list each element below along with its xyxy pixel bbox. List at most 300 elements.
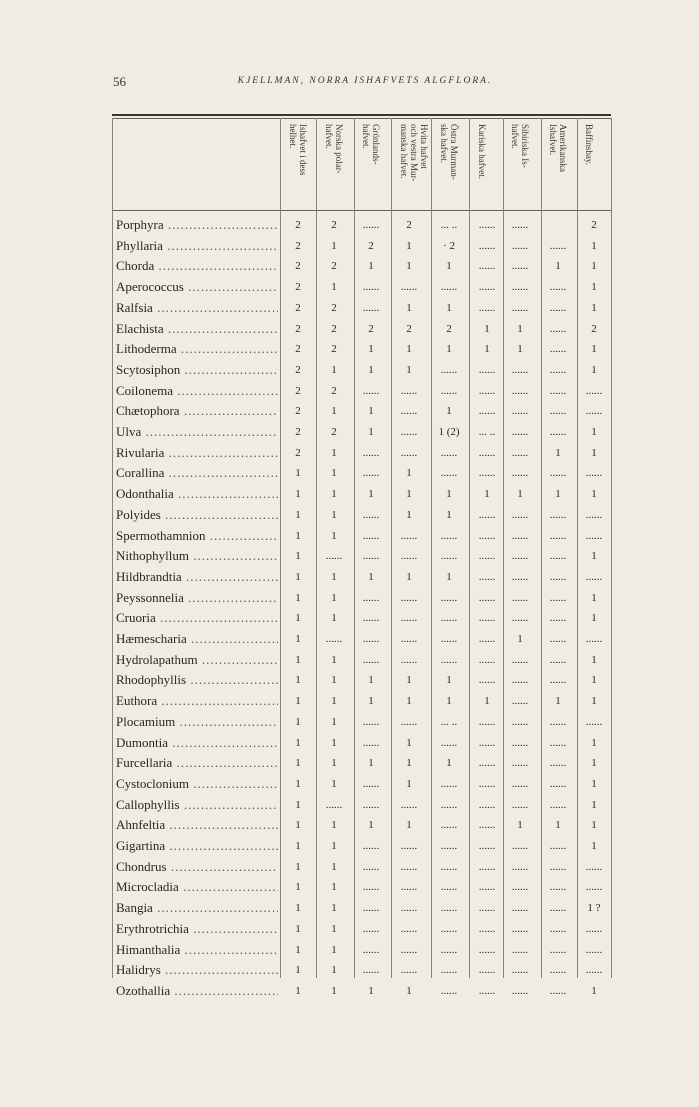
occurrence-value: 1 [295,529,301,542]
occurrence-value: 1 [517,322,523,335]
occurrence-value: 1 [406,260,412,273]
occurrence-value: ...... [549,860,567,873]
occurrence-value: 1 [331,446,337,459]
genus-name: Scytosiphon ..... [116,360,278,380]
table-row [0,215,699,235]
occurrence-value: 1 [368,488,374,501]
occurrence-value: 1 ? [587,902,601,915]
occurrence-value: ...... [585,860,603,873]
occurrence-value: ...... [585,881,603,894]
occurrence-value: 1 [591,819,597,832]
occurrence-value: ...... [362,301,380,314]
occurrence-value: 1 [406,674,412,687]
occurrence-value: ...... [400,384,418,397]
occurrence-value: ...... [511,798,529,811]
occurrence-value: ... .. [478,426,496,438]
genus-name: Chorda ..... [116,256,278,276]
table-row [0,815,699,835]
genus-name: Lithoderma ..... [116,339,278,359]
genus-name: Elachista ..... [116,319,278,339]
occurrence-value: 1 [368,757,374,770]
occurrence-value: ...... [362,446,380,459]
occurrence-value: 1 [517,343,523,356]
occurrence-value: ...... [478,653,496,666]
occurrence-value: ...... [440,798,458,811]
occurrence-value: ...... [478,508,496,521]
occurrence-value: ...... [511,922,529,935]
occurrence-value: 1 [295,922,301,935]
occurrence-value: 1 [331,943,337,956]
table-row [0,484,699,504]
occurrence-value: ...... [440,984,458,997]
occurrence-value: 2 [368,322,374,335]
occurrence-value: 1 [591,343,597,356]
occurrence-value: 2 [406,322,412,335]
occurrence-value: ...... [478,281,496,294]
occurrence-value: 1 [591,260,597,273]
table-row [0,836,699,856]
occurrence-value: ...... [478,260,496,273]
occurrence-value: ...... [511,840,529,852]
table-header-rule [112,210,611,211]
occurrence-value: 1 [331,612,337,625]
occurrence-value: ...... [400,653,418,666]
table-row [0,774,699,794]
occurrence-value: ...... [511,239,529,252]
genus-name: Furcellaria ..... [116,753,278,773]
genus-name: Nithophyllum ..... [116,546,278,566]
occurrence-value: ...... [585,405,603,418]
occurrence-value: 2 [295,363,301,376]
occurrence-value: 1 [446,674,452,687]
occurrence-value: 2 [295,426,301,438]
occurrence-value: 1 [406,570,412,583]
occurrence-value: 2 [295,281,301,294]
table-row [0,463,699,483]
occurrence-value: 1 [331,715,337,728]
occurrence-value: ...... [478,881,496,894]
occurrence-value: 1 [555,446,561,459]
occurrence-value: 1 [555,819,561,832]
occurrence-value: 1 [368,819,374,832]
occurrence-value: 1 [517,633,523,645]
occurrence-value: ...... [511,570,529,583]
occurrence-value: ...... [549,777,567,790]
occurrence-value: ...... [440,653,458,666]
occurrence-value: 1 [295,653,301,666]
genus-name: Gigartina ..... [116,836,278,856]
genus-name: Cruoria ..... [116,608,278,628]
occurrence-value: 1 [368,984,374,997]
occurrence-value: 1 [331,964,337,977]
occurrence-value: 1 [331,777,337,790]
occurrence-value: 1 [331,508,337,521]
table-row [0,670,699,690]
occurrence-value: 1 [406,343,412,356]
table-row [0,919,699,939]
occurrence-value: 1 [406,736,412,749]
table-row [0,753,699,773]
occurrence-value: ...... [400,798,418,811]
occurrence-value: 1 [331,570,337,583]
column-header: Grönlands- hafvet. [361,124,381,165]
occurrence-value: 1 [591,840,597,852]
column-header: Sibiriska Is- hafvet. [510,124,530,168]
occurrence-value: ...... [478,674,496,687]
occurrence-value: 1 [368,426,374,438]
occurrence-value: ...... [325,798,343,811]
column-header: Hvita hafvet och vestra Mur- manska hafvet. [399,124,429,182]
occurrence-value: 2 [591,219,597,231]
genus-name: Rhodophyllis ..... [116,670,278,690]
occurrence-value: ...... [549,281,567,294]
occurrence-value: 1 [295,633,301,645]
genus-name: Corallina ..... [116,463,278,483]
occurrence-value: 1 [591,674,597,687]
occurrence-value: ...... [400,860,418,873]
occurrence-value: ...... [440,384,458,397]
occurrence-value: 1 [295,715,301,728]
table-row [0,319,699,339]
occurrence-value: ...... [585,633,603,645]
occurrence-value: 2 [295,239,301,252]
occurrence-value: 2 [331,343,337,356]
occurrence-value: ...... [400,405,418,418]
occurrence-value: 1 [484,322,490,335]
occurrence-value: 1 [368,674,374,687]
occurrence-value: ...... [511,219,529,231]
occurrence-value: ...... [440,819,458,832]
occurrence-value: ...... [511,964,529,977]
occurrence-value: 1 [295,964,301,977]
occurrence-value: 1 [591,777,597,790]
occurrence-value: 2 [368,239,374,252]
genus-name: Rivularia ..... [116,443,278,463]
occurrence-value: ...... [478,591,496,604]
genus-name: Aperococcus ..... [116,277,278,297]
occurrence-value: 2 [295,260,301,273]
occurrence-value: ...... [362,902,380,915]
occurrence-value: ...... [549,508,567,521]
table-row [0,236,699,256]
occurrence-value: ...... [549,798,567,811]
occurrence-value: ...... [478,239,496,252]
occurrence-value: ...... [478,301,496,314]
occurrence-value: 2 [446,322,452,335]
occurrence-value: 2 [591,322,597,335]
occurrence-value: ...... [440,881,458,894]
occurrence-value: ...... [478,715,496,728]
occurrence-value: ...... [511,695,529,708]
occurrence-value: ...... [362,612,380,625]
occurrence-value: ...... [478,984,496,997]
occurrence-value: 2 [331,322,337,335]
occurrence-value: ...... [511,736,529,749]
occurrence-value: ...... [362,384,380,397]
occurrence-value: 1 [446,488,452,501]
occurrence-value: 1 [331,529,337,542]
occurrence-value: ...... [511,984,529,997]
occurrence-value: 1 [591,446,597,459]
occurrence-value: 1 [517,819,523,832]
occurrence-value: ... .. [440,715,458,728]
occurrence-value: 1 [295,757,301,770]
occurrence-value: 1 [591,426,597,438]
occurrence-value: 1 [368,260,374,273]
occurrence-value: ...... [549,736,567,749]
occurrence-value: 1 [295,798,301,811]
column-header: Amerikanska Ishafvet. [548,124,568,172]
occurrence-value: ...... [549,943,567,956]
occurrence-value: ...... [400,964,418,977]
occurrence-value: ...... [511,550,529,563]
table-top-rule-thin [112,118,611,119]
table-top-rule [112,114,611,116]
occurrence-value: ...... [549,922,567,935]
table-row [0,712,699,732]
table-row [0,526,699,546]
occurrence-value [540,215,576,235]
occurrence-value: 1 [295,467,301,480]
occurrence-value: ...... [511,384,529,397]
occurrence-value: ...... [549,301,567,314]
table-row [0,691,699,711]
occurrence-value: 2 [295,322,301,335]
table-row [0,857,699,877]
occurrence-value: ...... [440,964,458,977]
occurrence-value: 1 [331,902,337,915]
occurrence-value: ...... [549,840,567,852]
occurrence-value: ...... [478,219,496,231]
occurrence-value: ...... [478,777,496,790]
occurrence-value: ...... [478,550,496,563]
occurrence-value: ...... [400,591,418,604]
table-row [0,401,699,421]
occurrence-value: ...... [440,550,458,563]
occurrence-value: ...... [362,798,380,811]
occurrence-value: ...... [362,922,380,935]
occurrence-value: ...... [362,508,380,521]
occurrence-value: 1 [591,736,597,749]
occurrence-value: ...... [478,860,496,873]
table-row [0,960,699,980]
occurrence-value: ...... [362,219,380,231]
occurrence-value: ...... [440,736,458,749]
genus-name: Microcladia ..... [116,877,278,897]
occurrence-value: ...... [362,964,380,977]
occurrence-value: ...... [400,426,418,438]
occurrence-value: 1 [331,736,337,749]
occurrence-value: ...... [400,881,418,894]
occurrence-value: ...... [362,777,380,790]
occurrence-value: ...... [511,674,529,687]
occurrence-value: ...... [440,467,458,480]
occurrence-value: 1 [331,363,337,376]
genus-name: Chondrus ..... [116,857,278,877]
occurrence-value: ...... [440,446,458,459]
occurrence-value: ...... [585,508,603,521]
occurrence-value: 1 [446,343,452,356]
occurrence-value: ...... [478,922,496,935]
occurrence-value: 1 [331,281,337,294]
genus-name: Euthora ..... [116,691,278,711]
occurrence-value: ...... [440,612,458,625]
occurrence-value: 2 [331,301,337,314]
genus-name: Hydrolapathum ..... [116,650,278,670]
occurrence-value: ...... [478,798,496,811]
occurrence-value: ...... [511,363,529,376]
occurrence-value: ...... [549,322,567,335]
occurrence-value: 1 [368,343,374,356]
page-number: 56 [113,74,126,89]
occurrence-value: 1 [591,757,597,770]
occurrence-value: ...... [478,570,496,583]
occurrence-value: ...... [362,943,380,956]
genus-name: Callophyllis ..... [116,795,278,815]
occurrence-value: ...... [585,715,603,728]
occurrence-value: 1 [446,508,452,521]
occurrence-value: ...... [585,570,603,583]
occurrence-value: 1 [446,757,452,770]
occurrence-value: ...... [549,881,567,894]
occurrence-value: ...... [549,591,567,604]
occurrence-value: 1 [331,860,337,873]
genus-name: Porphyra ..... [116,215,278,235]
table-row [0,339,699,359]
occurrence-value: 2 [295,219,301,231]
occurrence-value: 1 [331,467,337,480]
occurrence-value: ...... [400,633,418,645]
occurrence-value: ...... [478,384,496,397]
occurrence-value: ...... [511,529,529,542]
occurrence-value: 1 [295,860,301,873]
occurrence-value: 1 [295,674,301,687]
column-header: Baffinsbay. [584,124,594,165]
occurrence-value: ...... [478,736,496,749]
occurrence-value: ...... [362,467,380,480]
occurrence-value: 2 [295,384,301,397]
occurrence-value: 1 [331,922,337,935]
table-row [0,981,699,1001]
occurrence-value: 1 [295,570,301,583]
occurrence-value: 2 [295,405,301,418]
occurrence-value: ...... [362,633,380,645]
occurrence-value: ...... [549,984,567,997]
occurrence-value: 1 [295,488,301,501]
occurrence-value: ...... [549,405,567,418]
table-row [0,795,699,815]
occurrence-value: 1 [406,239,412,252]
genus-name: Chætophora ..... [116,401,278,421]
genus-name: Himanthalia ..... [116,940,278,960]
occurrence-value: ...... [440,840,458,852]
occurrence-value: 1 [591,653,597,666]
occurrence-value: ...... [511,860,529,873]
genus-name: Dumontia ..... [116,733,278,753]
occurrence-value: ...... [362,281,380,294]
occurrence-value: ...... [511,902,529,915]
occurrence-value: 1 [295,840,301,852]
occurrence-value: ...... [585,964,603,977]
occurrence-value: 1 [331,674,337,687]
occurrence-value: 1 [406,695,412,708]
occurrence-value: 1 [591,363,597,376]
table-row [0,940,699,960]
occurrence-value: 1 [331,984,337,997]
genus-name: Coilonema ..... [116,381,278,401]
occurrence-value: ...... [511,446,529,459]
table-row [0,877,699,897]
occurrence-value: 1 [295,612,301,625]
genus-name: Plocamium ..... [116,712,278,732]
occurrence-value: ...... [478,840,496,852]
occurrence-value: 1 [368,405,374,418]
occurrence-value: ...... [478,819,496,832]
running-head: KJELLMAN, NORRA ISHAFVETS ALGFLORA. [237,76,493,86]
occurrence-value: 1 [295,591,301,604]
genus-name: Ozothallia ..... [116,981,278,1001]
occurrence-value: 2 [295,301,301,314]
occurrence-value: ...... [400,840,418,852]
occurrence-value: ...... [440,281,458,294]
occurrence-value: ...... [511,508,529,521]
occurrence-value: 1 [406,301,412,314]
occurrence-value: ...... [511,777,529,790]
genus-name: Ulva ..... [116,422,278,442]
occurrence-value: 1 [591,281,597,294]
table-row [0,381,699,401]
genus-name: Ahnfeltia ..... [116,815,278,835]
occurrence-value: 2 [331,260,337,273]
table-row [0,650,699,670]
occurrence-value: ...... [362,715,380,728]
occurrence-value: ...... [549,715,567,728]
occurrence-value: · 2 [443,239,455,252]
genus-name: Halidrys ..... [116,960,278,980]
occurrence-value: ...... [362,881,380,894]
occurrence-value: ...... [511,426,529,438]
occurrence-value: 1 [484,695,490,708]
occurrence-value: ...... [585,943,603,956]
occurrence-value: ...... [478,964,496,977]
genus-name: Cystoclonium ..... [116,774,278,794]
occurrence-value: 1 [295,550,301,563]
table-row [0,277,699,297]
occurrence-value: ...... [400,715,418,728]
occurrence-value: ...... [478,405,496,418]
occurrence-value: ...... [549,674,567,687]
genus-name: Erythrotrichia ..... [116,919,278,939]
occurrence-value: ...... [478,633,496,645]
table-row [0,505,699,525]
occurrence-value: 1 [295,984,301,997]
occurrence-value: 1 [446,260,452,273]
occurrence-value: 2 [406,219,412,231]
occurrence-value: ...... [478,363,496,376]
occurrence-value: ...... [549,902,567,915]
table-row [0,733,699,753]
occurrence-value: 1 [591,550,597,563]
occurrence-value: ...... [549,467,567,480]
occurrence-value: 1 [591,239,597,252]
genus-name: Hæmescharia ..... [116,629,278,649]
occurrence-value: 1 [331,591,337,604]
table-row [0,567,699,587]
occurrence-value: 1 [446,570,452,583]
column-header: Norska polar- hafvet. [324,124,344,174]
occurrence-value: ...... [549,363,567,376]
occurrence-value: ...... [549,550,567,563]
